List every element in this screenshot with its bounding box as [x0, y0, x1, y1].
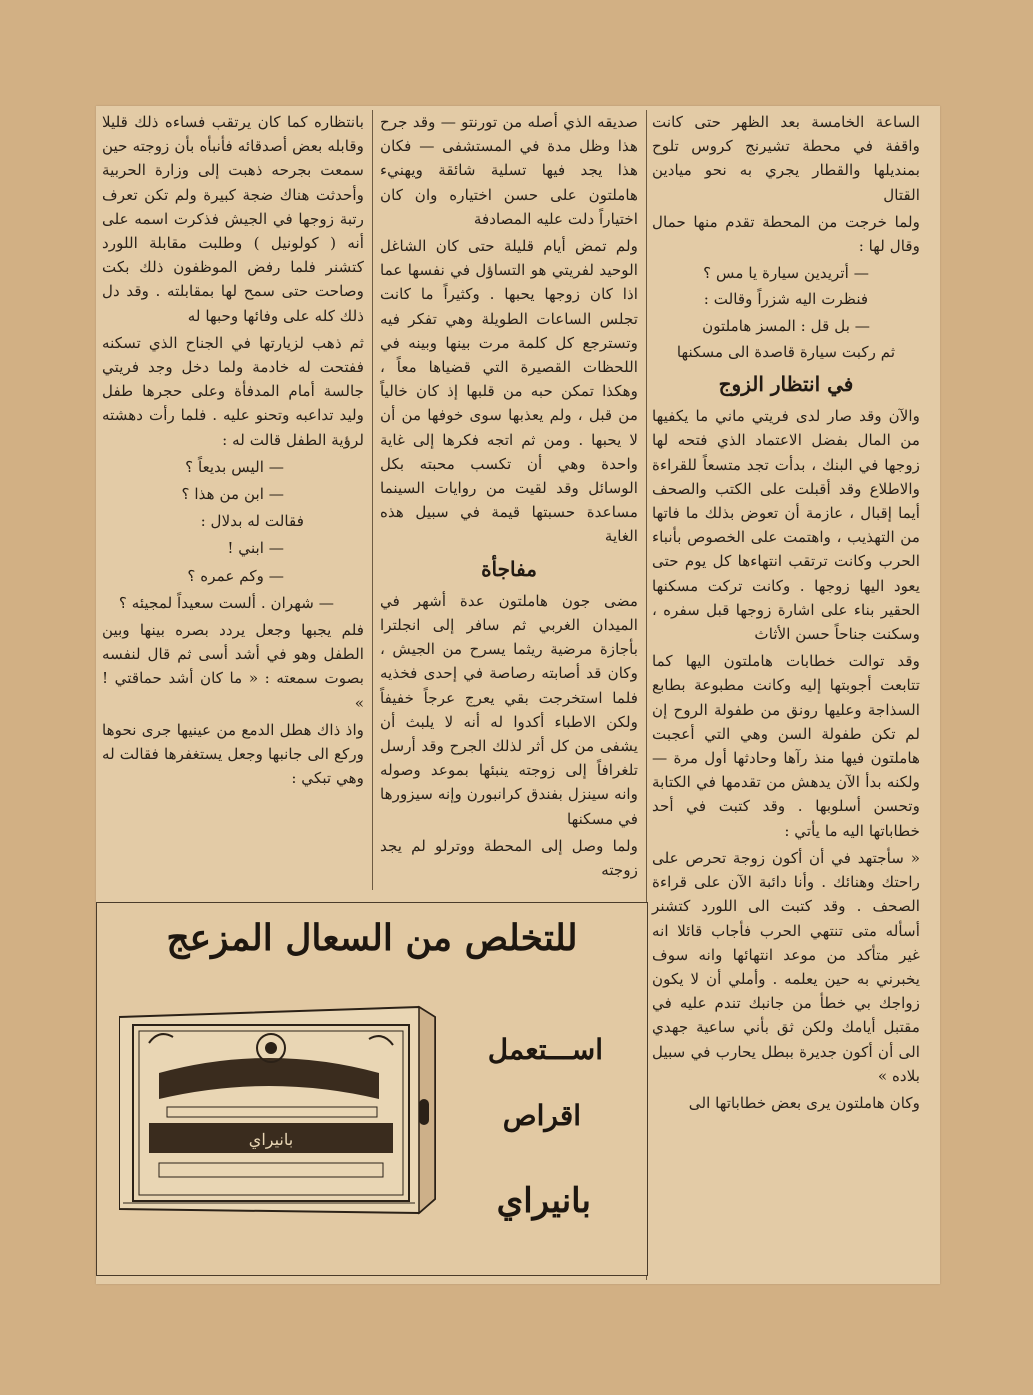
article-column-right: [652, 110, 920, 1118]
advertisement: [96, 902, 648, 1276]
section-heading: في انتظار الزوج: [718, 372, 854, 397]
box-brand-text: بانيراي: [248, 1130, 294, 1149]
ad-headline: للتخلص من السعال المزعج: [166, 917, 578, 959]
ad-word-brand: بانيراي: [496, 1181, 591, 1221]
ad-word-lozenges: اقراص: [502, 1099, 581, 1132]
dialog-line: — اليس بديعاً ؟: [185, 457, 284, 476]
paragraph: صديقه الذي أصله من تورنتو — وقد جرح هذا وظل مدة في المستشفى — فكان هذا يجد فيها تسلية شائقة ويهنيء هاملتون على حسن اختياره وان كان اختياراً دلت عليه المصادفة: [380, 113, 638, 228]
paragraph: واذ ذاك هطل الدمع من عينيها جرى نحوها وركع الى جانبها وجعل يستغفرها فقالت له وهي تبكي :: [102, 720, 364, 788]
paragraph: ولما خرجت من المحطة تقدم منها حمال وقال لها :: [652, 212, 920, 256]
dialog-line: — شهران . ألست سعيداً لمجيئه ؟: [118, 593, 334, 612]
paragraph: فلم يجبها وجعل يردد بصره بينها وبين الطفل وهو في أشد أسى ثم قال لنفسه بصوت سمعته : « ما كان أشد حماقتي ! »: [102, 621, 364, 712]
paragraph: مضى جون هاملتون عدة أشهر في الميدان الغربي ثم سافر إلى انجلترا بأجازة مرضية ريثما يسرح من الجيش ، وكان قد أصابته رصاصة في إحدى فخذيه فلما استخرجت بقي يعرج عرجاً خفيفاً ولكن الاطباء أكدوا له أنه لا يلبث أن يشفى من كل أثر لذلك الجرح وقد أرسل تلغرافاً إلى زوجته ينبئها بموعد وصوله وانه سينزل بفندق كرانبورن وإنه سيزورها في مسكنها: [380, 591, 638, 828]
column-rule: [372, 110, 373, 890]
section-heading: مفاجأة: [481, 556, 537, 581]
dialog-line: ثم ركبت سيارة قاصدة الى مسكنها: [676, 342, 896, 361]
dialog-line: — أتريدين سيارة يا مس ؟: [703, 264, 869, 283]
paragraph: ولما وصل إلى المحطة ووترلو لم يجد زوجته: [380, 836, 638, 880]
dialog-line: — بل قل : المسز هاملتون: [702, 316, 870, 335]
paragraph: وقد توالت خطابات هاملتون اليها كما تتابعت أجوبتها إليه وكانت مطبوعة بطابع السذاجة وعليها رونق من طفولة الروح إن لم تكن طفولة السن وهي التي أعجبت هاملتون فيها منذ رآها وحادثها أول مرة — ولكنه بدأ الآن يدهش من تقدمها في الكتابة وتحسن أسلوبها . وقد كتبت في أحد خطاباتها اليه ما يأتي :: [652, 652, 920, 840]
product-box-illustration: [119, 1003, 439, 1217]
article-column-left: [102, 110, 364, 793]
paragraph: والآن وقد صار لدى فريتي ماني ما يكفيها من المال بفضل الاعتماد الذي فتحه لها زوجها في البنك ، بدأت تجد متسعاً للقراءة والاطلاع وقد أقبلت على الكتب والصحف أيما إقبال ، عازمة أن تعوض بذلك ما فاتها من التهذيب ، واهتمت على الخصوص بأنباء الحرب وكانت ترتقب انتهاءها كل يوم حتى يعود اليها زوجها . وكانت تركت مسكنها الحقير بناء على اشارة زوجها قبل سفره ، وسكنت جناحاً حسن الأثاث: [652, 407, 920, 644]
dialog-line: — وكم عمره ؟: [187, 566, 284, 585]
paragraph: وكان هاملتون يرى بعض خطاباتها الى: [688, 1093, 920, 1112]
dialog-line: فنظرت اليه شزراً وقالت :: [703, 290, 869, 309]
paragraph: الساعة الخامسة بعد الظهر حتى كانت واقفة في محطة تشيرنج كروس تلوح بمنديلها والقطار يجري به نحو ميادين القتال: [652, 113, 920, 204]
paragraph: بانتظاره كما كان يرتقب فساءه ذلك قليلا وقابله بعض أصدقائه فأنبأه بأن زوجته حين سمعت بجرحه ذهبت إلى وزارة الحربية وأحدثت هناك ضجة كبيرة ولم تكن تعرف رتبة زوجها في الجيش فذكرت اسمه على أنه ( كولونيل ) وطلبت مقابلة اللورد كتشنر فلما رفض الموظفون ذلك بكت وصاحت حتى سمح لها بمقابلته . وقد دل ذلك كله على وفائها وحبها له: [102, 113, 364, 325]
dialog-line: — ابن من هذا ؟: [181, 485, 284, 504]
dialog-line: — ابني !: [227, 539, 284, 558]
article-column-middle: [380, 110, 638, 885]
paragraph: « سأجتهد في أن أكون زوجة تحرص على راحتك وهنائك . وأنا دائبة الآن على قراءة الصحف . وقد كتبت الى اللورد كتشنر أسأله متى تنتهي الحرب فأجاب قائلا انه غير متأكد من موعد انتهائها وانه سوف يخبرني به حين يعلمه . وأملي أن لا يكون زواجك بي خطأ من جانبك تندم عليه في مقتبل أيامك ولكن ثق بأني ساعية جهدي الى أن أكون جديرة ببطل يحارب في سبيل بلاده »: [652, 848, 920, 1085]
ad-word-use: اســـتعمل: [487, 1033, 603, 1066]
dialog-line: فقالت له بدلال :: [200, 512, 304, 531]
paragraph: ولم تمض أيام قليلة حتى كان الشاغل الوحيد لفريتي هو التساؤل في نفسها عما اذا كان زوجها يحبها . وكثيراً ما كانت تجلس الساعات الطويلة وهي تفكر فيه وتسترجع كل كلمة مرت بينها وبينه في اللحظات القصيرة التي قضياها معاً ، وهكذا تمكن حبه من قلبها إذ كان خالياً من قبل ، ولم يعذبها سوى خوفها من أن لا يحبها . ومن ثم اتجه فكرها إلى غاية واحدة وهي أن تكسب محبته بكل الوسائل وقد لقيت من روايات السينما مساعدة حسبتها قيمة في سبيل هذه الغاية: [380, 237, 638, 546]
paragraph: ثم ذهب لزيارتها في الجناح الذي تسكنه ففتحت له خادمة ولما دخل وجد فريتي جالسة أمام المدفأة وعلى حجرها طفل وليد تداعبه وتحنو عليه . فلما رأت دهشته لرؤية الطفل قالت له :: [102, 333, 364, 449]
